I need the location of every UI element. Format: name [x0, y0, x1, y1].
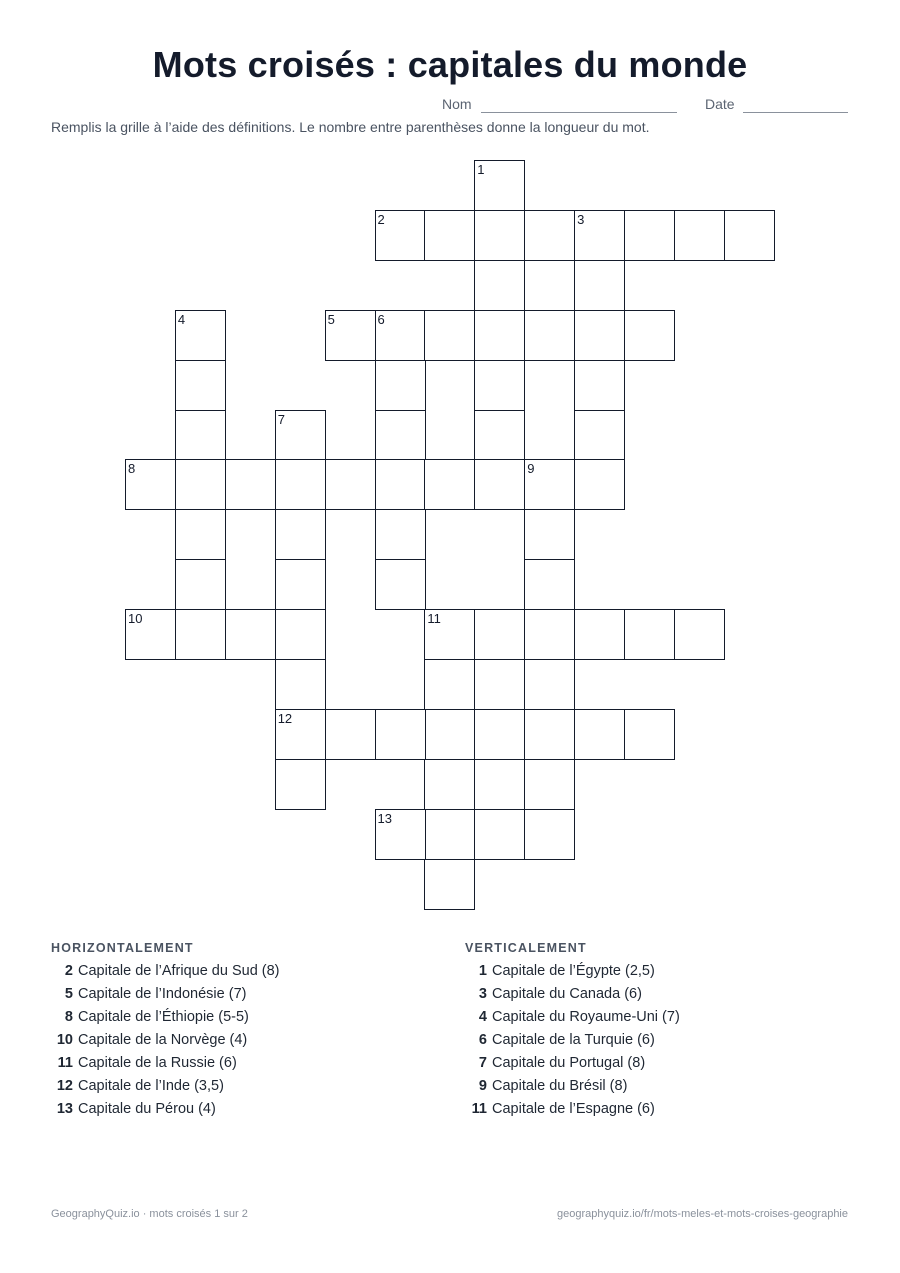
footer-right: geographyquiz.io/fr/mots-meles-et-mots-croises-geographie: [556, 1208, 848, 1220]
clue-text: Capitale de l’Éthiopie (5-5): [78, 1009, 249, 1025]
grid-cell[interactable]: [225, 609, 276, 660]
grid-cell[interactable]: [674, 609, 725, 660]
grid-cell[interactable]: [275, 459, 326, 510]
grid-cell[interactable]: [574, 310, 625, 361]
grid-cell[interactable]: [175, 360, 226, 411]
clue-number: 3: [577, 211, 585, 227]
grid-cell[interactable]: [474, 360, 525, 411]
clue-number: 3: [478, 986, 487, 1002]
grid-cell[interactable]: [524, 759, 575, 810]
clue-number: 7: [277, 411, 285, 427]
across-clue: [51, 986, 431, 1009]
clue-number: 13: [377, 810, 392, 826]
clue-number: 7: [478, 1055, 487, 1071]
down-clue: [465, 1101, 845, 1124]
clue-number: 6: [478, 1032, 487, 1048]
grid-cell[interactable]: [424, 809, 475, 860]
clue-number: 1: [478, 963, 487, 979]
clue-text: Capitale du Portugal (8): [492, 1055, 646, 1071]
clue-text: Capitale du Pérou (4): [78, 1101, 216, 1117]
grid-cell[interactable]: [574, 709, 625, 760]
grid-cell[interactable]: [175, 310, 226, 361]
down-clue: [465, 1078, 845, 1101]
clue-number: 8: [128, 461, 136, 477]
grid-cell[interactable]: [424, 459, 475, 510]
clue-number: 11: [427, 611, 441, 627]
grid-cell[interactable]: [275, 509, 326, 560]
grid-cell[interactable]: [624, 609, 675, 660]
grid-cell[interactable]: [424, 609, 475, 660]
grid-cell[interactable]: [674, 210, 725, 261]
clue-text: Capitale de l’Égypte (2,5): [492, 963, 655, 979]
grid-cell[interactable]: [624, 310, 675, 361]
grid-cell[interactable]: [375, 410, 426, 461]
grid-cell[interactable]: [125, 609, 176, 660]
grid-cell[interactable]: [325, 459, 376, 510]
grid-cell[interactable]: [424, 310, 475, 361]
grid-cell[interactable]: [125, 459, 176, 510]
clue-text: Capitale de la Turquie (6): [492, 1032, 655, 1048]
grid-cell[interactable]: [474, 459, 525, 510]
grid-cell[interactable]: [275, 709, 326, 760]
clue-number: 10: [128, 611, 143, 627]
grid-cell[interactable]: [524, 459, 575, 510]
footer-left: GeographyQuiz.io · mots croisés 1 sur 2: [51, 1208, 248, 1220]
grid-cell[interactable]: [424, 659, 475, 710]
grid-cell[interactable]: [275, 609, 326, 660]
clue-number: 5: [327, 311, 335, 327]
across-clue: [51, 1009, 431, 1032]
grid-cell[interactable]: [474, 160, 525, 211]
grid-cell[interactable]: [474, 809, 525, 860]
down-clue: [465, 1032, 845, 1055]
grid-cell[interactable]: [574, 459, 625, 510]
down-clues: [465, 941, 845, 1124]
clue-number: 9: [478, 1078, 487, 1094]
clue-text: Capitale de l’Inde (3,5): [78, 1078, 224, 1094]
clue-text: Capitale du Canada (6): [492, 986, 642, 1002]
grid-cell[interactable]: [474, 709, 525, 760]
grid-cell[interactable]: [175, 559, 226, 610]
clue-number: 13: [56, 1101, 73, 1117]
grid-cell[interactable]: [724, 210, 775, 261]
grid-cell[interactable]: [524, 559, 575, 610]
grid-cell[interactable]: [275, 410, 326, 461]
grid-cell[interactable]: [574, 609, 625, 660]
clue-number: 10: [56, 1032, 73, 1048]
grid-cell[interactable]: [474, 260, 525, 311]
clue-text: Capitale de la Norvège (4): [78, 1032, 248, 1048]
grid-cell[interactable]: [574, 360, 625, 411]
grid-cell[interactable]: [175, 609, 226, 660]
grid-cell[interactable]: [624, 709, 675, 760]
grid-cell[interactable]: [375, 509, 426, 560]
grid-cell[interactable]: [524, 509, 575, 560]
grid-cell[interactable]: [574, 210, 625, 261]
clue-text: Capitale de l’Indonésie (7): [78, 986, 247, 1002]
clue-text: Capitale de l’Espagne (6): [492, 1101, 655, 1117]
grid-cell[interactable]: [275, 559, 326, 610]
down-clue-list: [465, 963, 845, 1124]
grid-cell[interactable]: [424, 210, 475, 261]
grid-cell[interactable]: [375, 809, 426, 860]
clue-text: Capitale du Brésil (8): [492, 1078, 628, 1094]
name-field[interactable]: [481, 112, 677, 113]
grid-cell[interactable]: [524, 210, 575, 261]
down-clue: [465, 986, 845, 1009]
name-label: Nom: [442, 96, 472, 112]
grid-cell[interactable]: [375, 360, 426, 411]
grid-cell[interactable]: [524, 809, 575, 860]
grid-cell[interactable]: [524, 609, 575, 660]
across-clue: [51, 1078, 431, 1101]
clue-number: 9: [527, 461, 535, 477]
across-clue: [51, 1055, 431, 1078]
across-heading: HORIZONTALEMENT: [51, 941, 194, 955]
clue-number: 11: [471, 1101, 487, 1117]
down-clue: [465, 963, 845, 986]
clue-text: Capitale de la Russie (6): [78, 1055, 237, 1071]
grid-cell[interactable]: [225, 459, 276, 510]
across-clues: [51, 941, 431, 1124]
grid-cell[interactable]: [375, 459, 426, 510]
down-clue: [465, 1009, 845, 1032]
grid-cell[interactable]: [474, 609, 525, 660]
clue-number: 1: [477, 162, 485, 177]
across-clue: [51, 1032, 431, 1055]
clue-number: 2: [377, 211, 385, 227]
clue-number: 11: [57, 1055, 73, 1071]
clue-number: 12: [277, 710, 293, 726]
grid-cell[interactable]: [574, 260, 625, 311]
grid-cell[interactable]: [424, 709, 475, 760]
grid-cell[interactable]: [325, 709, 376, 760]
clue-text: Capitale de l’Afrique du Sud (8): [78, 963, 280, 979]
grid-cell[interactable]: [624, 210, 675, 261]
grid-cell[interactable]: [175, 509, 226, 560]
grid-cell[interactable]: [424, 759, 475, 810]
grid-cell[interactable]: [325, 310, 376, 361]
grid-cell[interactable]: [175, 410, 226, 461]
clue-number: 2: [64, 963, 73, 979]
clue-number: 8: [64, 1009, 73, 1025]
grid-cell[interactable]: [524, 310, 575, 361]
across-clue: [51, 963, 431, 986]
grid-cell[interactable]: [175, 459, 226, 510]
clue-number: 4: [177, 311, 186, 327]
instructions: Remplis la grille à l’aide des définitions. Le nombre entre parenthèses donne la longueur du mot.: [51, 119, 650, 135]
grid-cell[interactable]: [375, 559, 426, 610]
name-date-fields: [0, 96, 900, 116]
clue-number: 6: [377, 311, 385, 327]
grid-cell[interactable]: [275, 759, 326, 810]
down-clue: [465, 1055, 845, 1078]
grid-cell[interactable]: [574, 410, 625, 461]
grid-cell[interactable]: [474, 310, 525, 361]
clue-number: 4: [478, 1009, 487, 1025]
grid-cell[interactable]: [524, 709, 575, 760]
clue-text: Capitale du Royaume-Uni (7): [492, 1009, 680, 1025]
date-field[interactable]: [743, 112, 848, 113]
date-label: Date: [705, 96, 735, 112]
clue-number: 12: [56, 1078, 73, 1094]
grid-cell[interactable]: [275, 659, 326, 710]
grid-cell[interactable]: [524, 659, 575, 710]
page-title: Mots croisés : capitales du monde: [152, 44, 748, 85]
grid-cell[interactable]: [474, 410, 525, 461]
clue-number: 5: [64, 986, 73, 1002]
across-clue-list: [51, 963, 431, 1124]
grid-cell[interactable]: [424, 859, 475, 910]
grid-cell[interactable]: [474, 210, 525, 261]
grid-cell[interactable]: [375, 210, 426, 261]
down-heading: VERTICALEMENT: [465, 941, 587, 955]
grid-cell[interactable]: [375, 709, 426, 760]
across-clue: [51, 1101, 431, 1124]
grid-cell[interactable]: [375, 310, 426, 361]
